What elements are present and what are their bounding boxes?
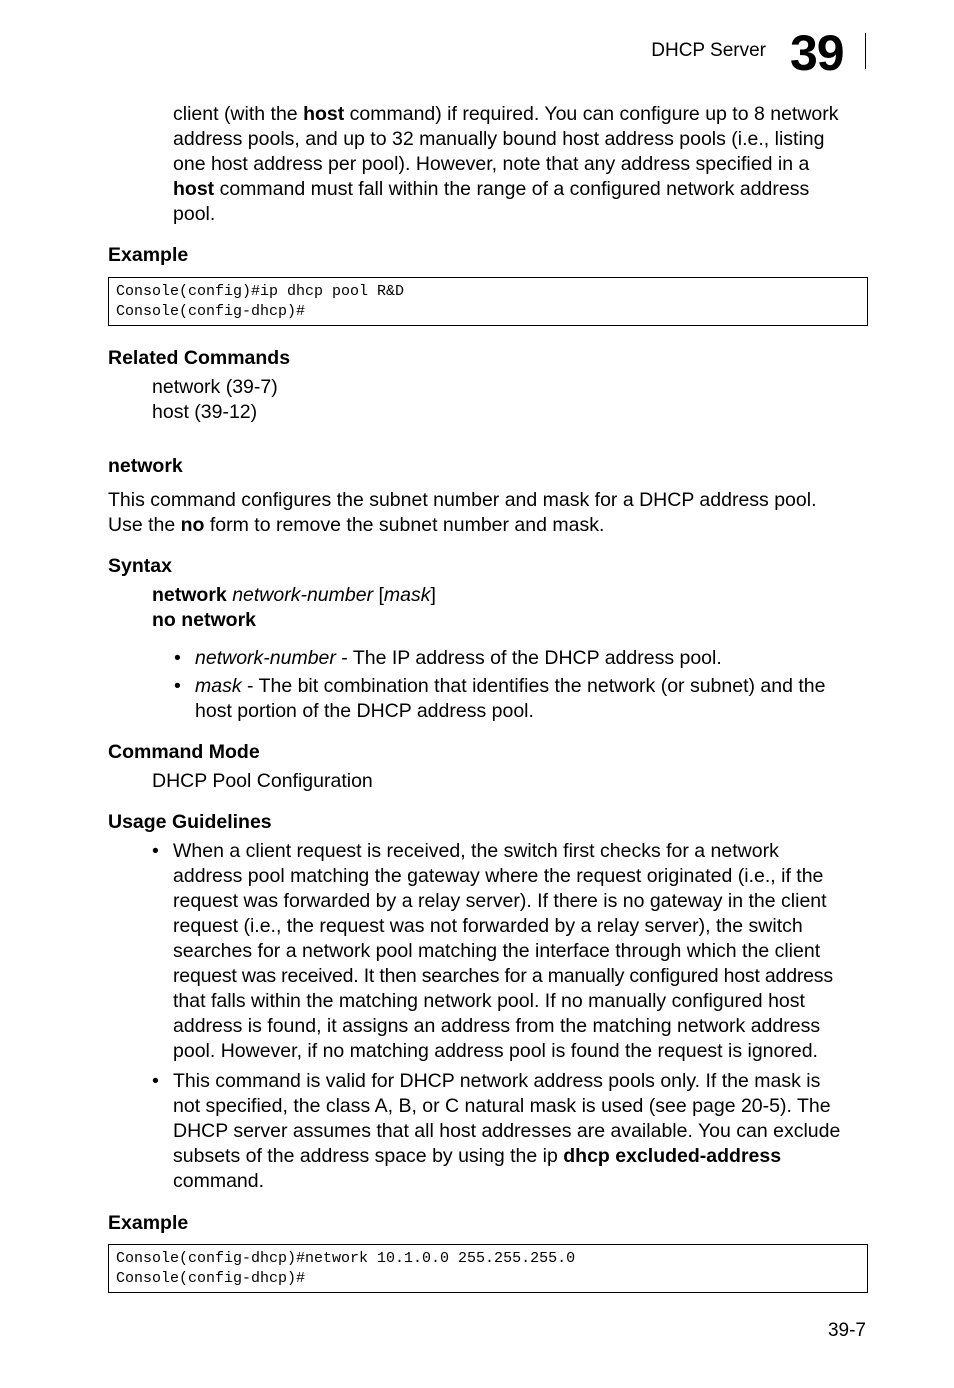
chapter-divider [865, 33, 866, 69]
code-line: Console(config-dhcp)# [116, 1269, 306, 1287]
usage-guidelines-heading: Usage Guidelines [108, 811, 272, 833]
bullet-symbol: • [174, 675, 181, 697]
intro-line: client (with the host command) if required. You can configure up to 8 network [173, 103, 839, 125]
usage-bullet [173, 839, 833, 1064]
command-description [108, 488, 817, 538]
usage-line: address pool matching the gateway where the request originated (i.e., if the [173, 865, 824, 887]
code-block [108, 1244, 868, 1293]
code-block [108, 277, 868, 326]
code-line: Console(config-dhcp)# [116, 302, 306, 320]
related-command-link[interactable]: host (39-12) [152, 401, 258, 423]
related-commands-heading: Related Commands [108, 347, 291, 369]
parameter-item: network-number - The IP address of the DHCP address pool. [195, 647, 722, 669]
syntax-heading: Syntax [108, 555, 172, 577]
usage-line: subsets of the address space by using the ip dhcp excluded-address [173, 1145, 782, 1167]
usage-line: DHCP server assumes that all host addresses are available. You can exclude [173, 1120, 841, 1142]
related-command-link[interactable]: network (39-7) [152, 376, 278, 398]
example-heading: Example [108, 1212, 189, 1234]
syntax-block [152, 583, 436, 633]
syntax-line: network network-number [mask] [152, 584, 436, 606]
intro-line: host command must fall within the range of a configured network address [173, 178, 810, 200]
usage-line: that falls within the matching network pool. If no manually configured host [173, 990, 805, 1012]
usage-line: This command is valid for DHCP network address pools only. If the mask is [173, 1070, 821, 1092]
usage-bullet [173, 1069, 840, 1194]
bullet-symbol: • [174, 647, 181, 669]
bullet-symbol: • [152, 1070, 159, 1092]
usage-line: searches for a network pool matching the interface through which the client [173, 940, 821, 962]
code-line: Console(config-dhcp)#network 10.1.0.0 255.255.255.0 [116, 1250, 576, 1267]
command-title: network [108, 455, 183, 477]
usage-line: When a client request is received, the switch first checks for a network [173, 840, 779, 862]
intro-line: one host address per pool). However, note that any address specified in a [173, 153, 810, 175]
description-line: Use the no form to remove the subnet number and mask. [108, 514, 605, 536]
intro-paragraph [173, 102, 839, 227]
usage-line: request was received. It then searches for a manually configured host address [173, 965, 833, 987]
usage-line: not specified, the class A, B, or C natural mask is used (see page 20-5). The [173, 1095, 831, 1117]
chapter-number: 39 [790, 25, 844, 81]
bullet-symbol: • [152, 840, 159, 862]
code-line: Console(config)#ip dhcp pool R&D [116, 283, 405, 300]
intro-line: pool. [173, 203, 216, 225]
usage-line: address is found, it assigns an address from the matching network address [173, 1015, 821, 1037]
usage-line: request was forwarded by a relay server). If there is no gateway in the client [173, 890, 827, 912]
syntax-line: no network [152, 609, 257, 631]
intro-line: address pools, and up to 32 manually bound host address pools (i.e., listing [173, 128, 825, 150]
command-mode-value: DHCP Pool Configuration [152, 770, 373, 792]
description-line: This command configures the subnet number and mask for a DHCP address pool. [108, 489, 817, 511]
related-commands-list [152, 375, 278, 425]
usage-line: command. [173, 1170, 265, 1192]
command-mode-heading: Command Mode [108, 741, 260, 763]
example-heading: Example [108, 244, 189, 266]
parameter-item: mask - The bit combination that identifies the network (or subnet) and the host portion of the DHCP address pool. [195, 675, 826, 722]
usage-line: request (i.e., the request was not forwarded by a relay server), the switch [173, 915, 803, 937]
page-number: 39-7 [827, 1320, 866, 1341]
usage-line: pool. However, if no matching address pool is found the request is ignored. [173, 1040, 818, 1062]
section-title: DHCP Server [651, 40, 766, 61]
